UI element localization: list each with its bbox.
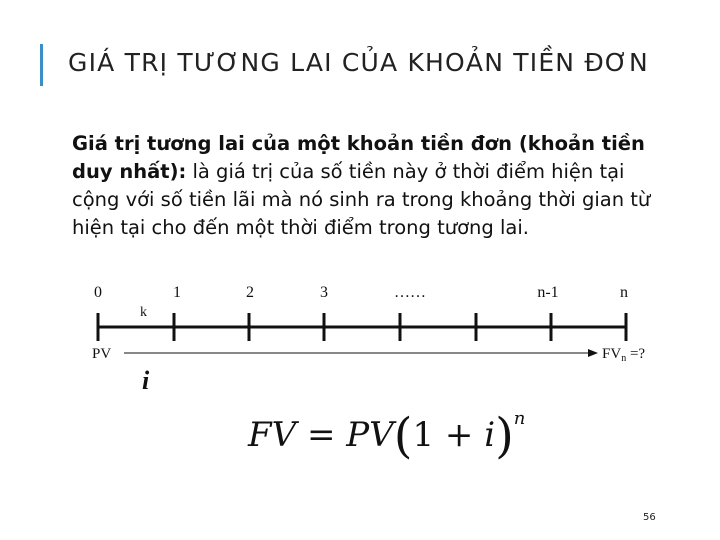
pv-label: PV xyxy=(92,346,112,362)
slide-title: GIÁ TRỊ TƯƠNG LAI CỦA KHOẢN TIỀN ĐƠN xyxy=(68,48,649,77)
formula-one-plus: 1 + xyxy=(412,415,485,455)
k-label: k xyxy=(140,305,147,320)
fv-label: $FV_n$ =? xyxy=(602,346,646,364)
fv-formula xyxy=(248,402,526,464)
period-label: n xyxy=(620,284,628,301)
period-label: 3 xyxy=(320,284,328,301)
period-label: 1 xyxy=(173,284,181,301)
definition-term: Giá trị tương lai của một khoản tiền đơn (khoản tiền duy nhất): xyxy=(72,132,645,183)
period-label: …… xyxy=(394,284,426,301)
formula-fv: FV xyxy=(248,415,297,455)
period-label: n-1 xyxy=(537,284,559,301)
definition-text: là giá trị của số tiền này ở thời điểm hiện tại cộng với số tiền lãi mà nó sinh ra trong khoảng thời gian từ hiện tại cho đến một thời điểm trong tương lai. xyxy=(72,160,651,239)
formula-exponent: n xyxy=(513,407,526,429)
period-labels xyxy=(94,284,628,301)
interest-rate-label: i xyxy=(142,366,150,395)
page-number: 56 xyxy=(643,512,656,523)
formula-equals: = xyxy=(296,415,347,455)
title-accent-bar xyxy=(40,44,43,86)
cash-flow-timeline xyxy=(0,270,720,400)
period-label: 2 xyxy=(246,284,254,301)
arrow-head xyxy=(588,349,598,357)
definition-paragraph xyxy=(72,130,672,242)
formula-i: i xyxy=(484,415,496,455)
formula-close-paren: ) xyxy=(495,408,514,464)
period-label: 0 xyxy=(94,284,102,301)
formula-pv: PV xyxy=(346,415,394,455)
formula-open-paren: ( xyxy=(393,408,413,464)
